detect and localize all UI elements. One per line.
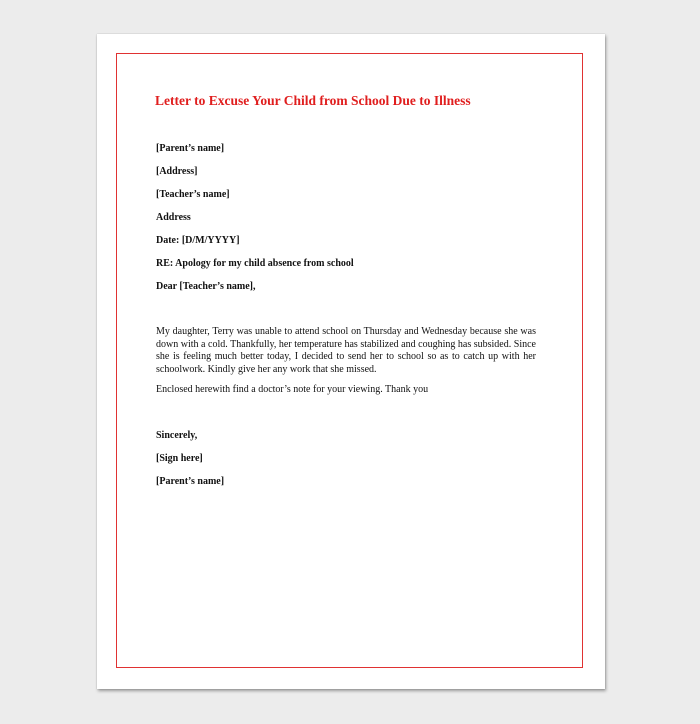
- letter-subject: RE: Apology for my child absence from school: [156, 258, 354, 269]
- body-paragraph-2: Enclosed herewith find a doctor’s note for your viewing. Thank you: [156, 384, 429, 395]
- recipient-name: [Teacher’s name]: [156, 189, 230, 200]
- letter-closing: Sincerely,: [156, 430, 198, 441]
- letter-salutation: Dear [Teacher’s name],: [156, 281, 256, 292]
- body-paragraph-1: My daughter, Terry was unable to attend school on Thursday and Wednesday because she was down with a cold. Thankfully, her temperature has stabilized and coughing has subsided. Since she is feeling much better today, I decided to send her to school so as to catch up with her schoolwork. Kindly give her any work that she missed.: [156, 326, 536, 375]
- signature-placeholder: [Sign here]: [156, 453, 203, 464]
- sender-name: [Parent’s name]: [156, 143, 225, 154]
- signer-name: [Parent’s name]: [156, 476, 225, 487]
- letter-title: Letter to Excuse Your Child from School Due to Illness: [155, 93, 471, 108]
- recipient-address: Address: [156, 212, 191, 223]
- letter-page: [97, 34, 605, 689]
- sender-address: [Address]: [156, 166, 198, 177]
- letter-date: Date: [D/M/YYYY]: [156, 235, 240, 246]
